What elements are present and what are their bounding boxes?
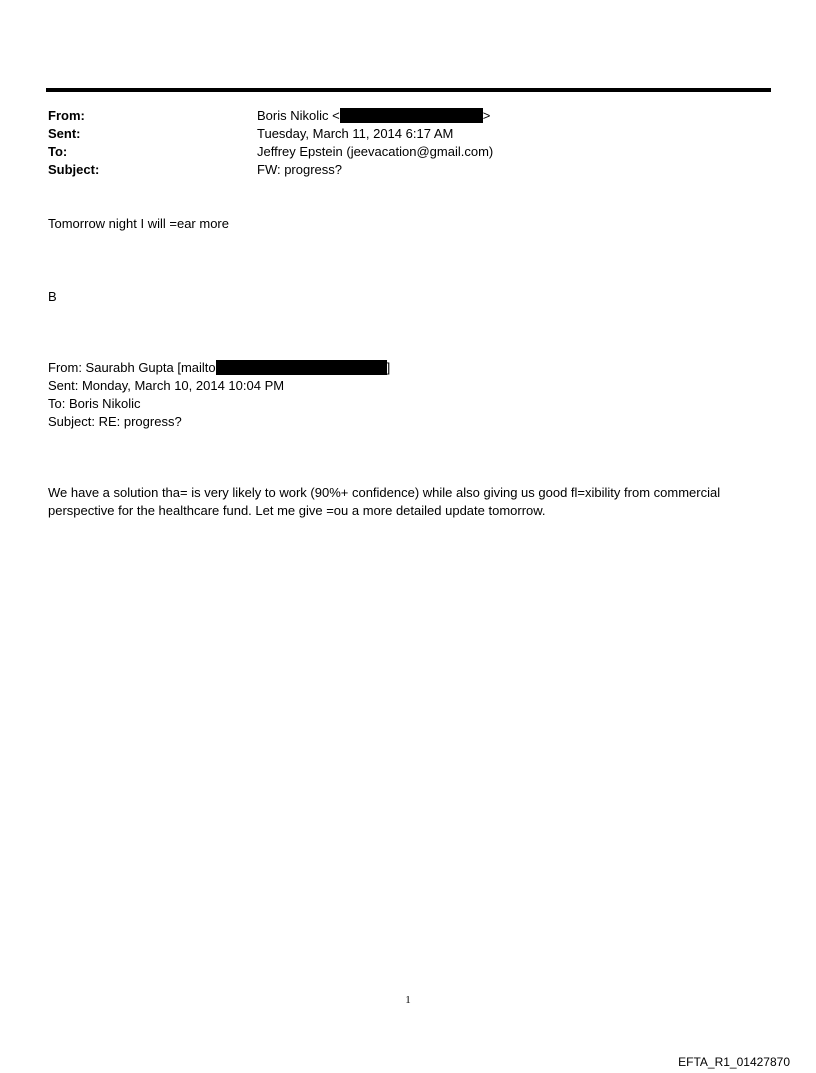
forwarded-from (48, 359, 390, 377)
from-label: From: (48, 108, 85, 123)
redaction-block (216, 360, 387, 375)
subject-value: FW: progress? (257, 162, 343, 177)
from-name: Boris Nikolic < (257, 108, 340, 123)
forwarded-subject: Subject: RE: progress? (48, 414, 182, 429)
body-line: Tomorrow night I will =ear more (48, 216, 229, 231)
to-label: To: (48, 144, 68, 159)
forwarded-from-text: From: Saurabh Gupta [mailto (48, 360, 216, 375)
sent-value: Tuesday, March 11, 2014 6:17 AM (257, 126, 454, 141)
subject-label: Subject: (48, 162, 100, 177)
signature: B (48, 289, 57, 304)
sent-label: Sent: (48, 126, 81, 141)
document-id: EFTA_R1_01427870 (678, 1055, 790, 1069)
header-divider (46, 88, 771, 92)
forwarded-message-line: perspective for the healthcare fund. Let me give =ou a more detailed update tomorrow. (48, 503, 546, 518)
to-value: Jeffrey Epstein (jeevacation@gmail.com) (257, 144, 494, 159)
forwarded-to: To: Boris Nikolic (48, 396, 141, 411)
forwarded-from-close: ] (386, 360, 391, 375)
forwarded-sent: Sent: Monday, March 10, 2014 10:04 PM (48, 378, 285, 393)
from-value (257, 107, 490, 125)
page-number: 1 (405, 994, 411, 1006)
from-close-bracket: > (482, 108, 491, 123)
forwarded-message-line: We have a solution tha= is very likely to work (90%+ confidence) while also giving us good fl=xibility from commercial (48, 485, 721, 500)
redaction-block (340, 108, 483, 123)
